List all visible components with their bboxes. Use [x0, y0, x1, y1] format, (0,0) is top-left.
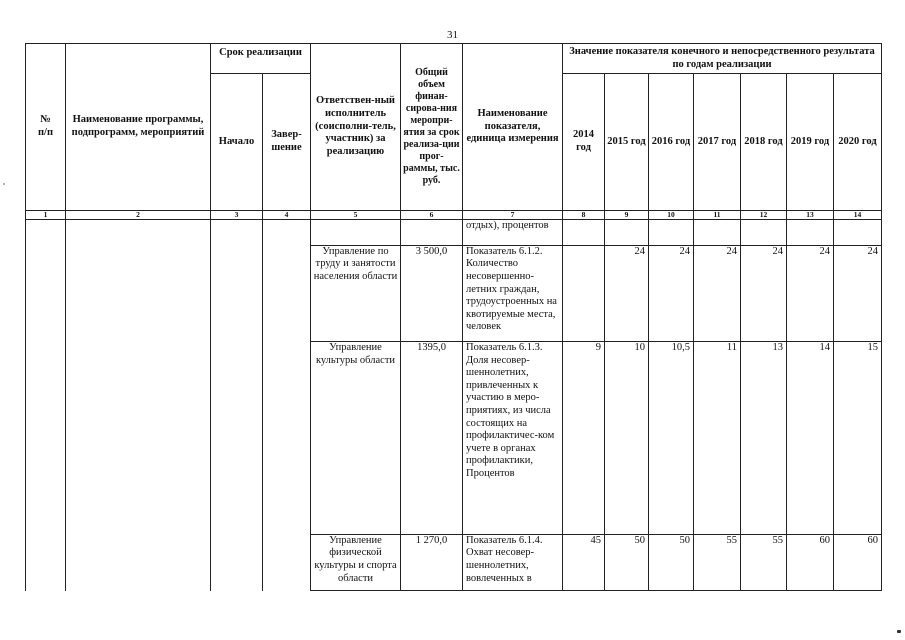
cell-value: 24	[834, 245, 882, 341]
cell-value: 60	[834, 534, 882, 590]
cell-value: 11	[694, 342, 741, 535]
cell-start	[211, 219, 263, 590]
cell-value: 50	[605, 534, 649, 590]
header-responsible: Ответствен-ный исполнитель (соисполни-тель, участник) за реализацию	[311, 44, 401, 211]
cell-responsible: Управление культуры области	[311, 342, 401, 535]
cell-value: 24	[605, 245, 649, 341]
page-number: 31	[447, 29, 458, 41]
column-number: 13	[787, 210, 834, 219]
column-number: 2	[66, 210, 211, 219]
header-volume: Общий объем финан-сирова-ния меропри-ятия за срок реализа-ции прог-раммы, тыс. руб.	[401, 44, 463, 211]
cell-value	[563, 245, 605, 341]
header-name: Наименование программы, подпрограмм, мероприятий	[66, 44, 211, 211]
cell-value: 15	[834, 342, 882, 535]
cell-value: 55	[694, 534, 741, 590]
header-indicator: Наименование показателя, единица измерения	[463, 44, 563, 211]
cell-value	[787, 219, 834, 245]
cell-value	[605, 219, 649, 245]
header-year: 2019 год	[787, 74, 834, 210]
header-year: 2017 год	[694, 74, 741, 210]
cell-volume: 3 500,0	[401, 245, 463, 341]
cell-value: 10	[605, 342, 649, 535]
table-row	[26, 219, 882, 245]
cell-value: 24	[649, 245, 694, 341]
header-year: 2020 год	[834, 74, 882, 210]
cell-responsible: Управление физической культуры и спорта области	[311, 534, 401, 590]
column-number: 1	[26, 210, 66, 219]
cell-volume: 1 270,0	[401, 534, 463, 590]
cell-name	[66, 219, 211, 590]
header-end: Завер-шение	[263, 74, 311, 210]
cell-value: 14	[787, 342, 834, 535]
cell-volume: 1395,0	[401, 342, 463, 535]
header-year: 2014 год	[563, 74, 605, 210]
cell-num	[26, 219, 66, 590]
cell-responsible: Управление по труду и занятости населения области	[311, 245, 401, 341]
column-number: 14	[834, 210, 882, 219]
header-year: 2018 год	[741, 74, 787, 210]
column-number: 11	[694, 210, 741, 219]
cell-value: 24	[694, 245, 741, 341]
cell-responsible	[311, 219, 401, 245]
column-number: 4	[263, 210, 311, 219]
scan-speck	[3, 183, 5, 185]
cell-value: 60	[787, 534, 834, 590]
cell-value	[834, 219, 882, 245]
cell-indicator: Показатель 6.1.4. Охват несовер-шеннолетних, вовлеченных в	[463, 534, 563, 590]
cell-value	[563, 219, 605, 245]
cell-value: 50	[649, 534, 694, 590]
cell-indicator: Показатель 6.1.2. Количество несовершенно-летних граждан, трудоустроенных на квотируемые места, человек	[463, 245, 563, 341]
cell-value: 13	[741, 342, 787, 535]
header-num: № п/п	[26, 44, 66, 211]
cell-value: 24	[787, 245, 834, 341]
column-number: 12	[741, 210, 787, 219]
column-number: 3	[211, 210, 263, 219]
cell-indicator: Показатель 6.1.3. Доля несовер-шеннолетних, привлеченных к участию в меро-приятиях, из числа состоящих на профилактичес-ком учете в органах профилактики, Процентов	[463, 342, 563, 535]
cell-value	[649, 219, 694, 245]
cell-indicator: отдых), процентов	[463, 219, 563, 245]
header-year: 2015 год	[605, 74, 649, 210]
header-term: Срок реализации	[211, 44, 311, 74]
cell-end	[263, 219, 311, 590]
column-number: 6	[401, 210, 463, 219]
cell-value: 24	[741, 245, 787, 341]
cell-value	[741, 219, 787, 245]
cell-value: 45	[563, 534, 605, 590]
cell-value: 55	[741, 534, 787, 590]
header-year: 2016 год	[649, 74, 694, 210]
column-number: 7	[463, 210, 563, 219]
column-number: 5	[311, 210, 401, 219]
cell-value: 10,5	[649, 342, 694, 535]
header-values-group: Значение показателя конечного и непосредственного результата по годам реализации	[563, 44, 882, 74]
cell-volume	[401, 219, 463, 245]
cell-value: 9	[563, 342, 605, 535]
scan-corner-mark	[897, 630, 901, 633]
program-indicators-table	[25, 43, 882, 591]
header-start: Начало	[211, 74, 263, 210]
column-number: 10	[649, 210, 694, 219]
cell-value	[694, 219, 741, 245]
column-number: 9	[605, 210, 649, 219]
column-number: 8	[563, 210, 605, 219]
